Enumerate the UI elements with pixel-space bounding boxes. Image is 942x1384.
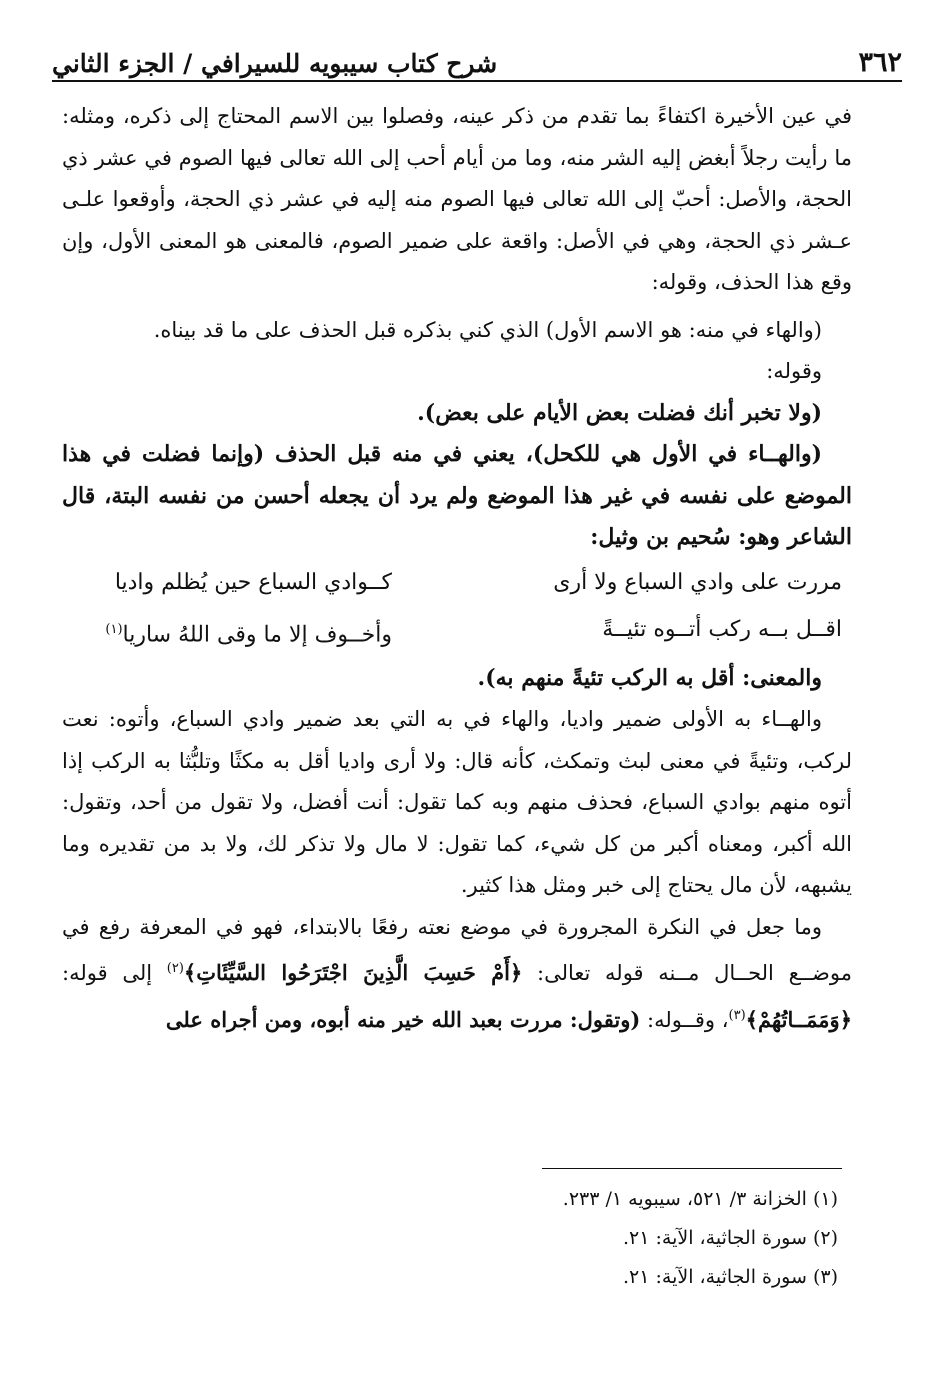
footnote: (١) الخزانة ٣/ ٥٢١، سيبويه ١/ ٢٣٣. xyxy=(562,1188,838,1210)
bold-quote: (وتقول: مررت بعبد الله خير منه أبوه، ومن أجراه على xyxy=(165,1006,641,1032)
paragraph: (ولا تخبر أنك فضلت بعض الأيام على بعض). xyxy=(417,399,822,426)
page-number: ٣٦٢ xyxy=(858,47,902,78)
footnote-ref: (١) xyxy=(105,621,123,637)
verse-hemistich: كــوادي السباع حين يُظلم واديا xyxy=(114,569,392,595)
footnotes xyxy=(200,1180,838,1297)
paragraph: والمعنى: أقل به الركب تئيةً منهم به). xyxy=(477,664,822,691)
verse-line xyxy=(62,559,852,606)
quran-quote: ﴿أَمْ حَسِبَ الَّذِينَ اجْتَرَحُوا السَّيِّئَاتِ﴾ xyxy=(183,960,523,986)
footnote-ref: (٢) xyxy=(166,961,184,977)
running-header xyxy=(52,28,902,78)
verse-hemistich: اقــل بــه ركب أتــوه تئيــةً xyxy=(602,616,842,642)
text-run: إلى قوله: xyxy=(62,961,167,986)
quran-quote: ﴿وَمَمَــاتُهُمْ﴾ xyxy=(745,1006,852,1032)
paragraph: في عين الأخيرة اكتفاءً بما تقدم من ذكر عينه، وفصلوا بين الاسم المحتاج إلى ذكره، ومثله: ما رأيت رجلاً أبغض إليه الشر منه، وما من أيام أحب إلى الله تعالى فيها الصوم في عشر ذي الحجة، والأصل: أحبّ إلى الله تعالى فيها الصوم منه إليه في عشر ذي الحجة، وأوقعوا علـى عـشر ذي الحجة، وهي في الأصل: واقعة على ضمير الصوم، فالمعنى هو المعنى الأول، وإن وقع هذا الحذف، وقوله: xyxy=(62,104,852,294)
text-run: وما جعل في النكرة المجرورة في موضع نعته رفعًا بالابتداء، فهو في المعرفة رفع في موضــع الحــال مــنه قوله تعالى: xyxy=(62,914,852,986)
paragraph: (والهاء في منه: هو الاسم الأول) الذي كني بذكره قبل الحذف على ما قد بيناه. xyxy=(153,317,822,342)
running-title: شرح كتاب سيبويه للسيرافي / الجزء الثاني xyxy=(52,49,498,78)
footnote: (٣) سورة الجاثية، الآية: ٢١. xyxy=(623,1266,838,1288)
verse-hemistich: مررت على وادي السباع ولا أرى xyxy=(553,569,842,595)
paragraph xyxy=(62,907,852,1042)
verse-text: وأخــوف إلا ما وقى اللهُ ساريا xyxy=(122,621,392,647)
paragraph: والهــاء به الأولى ضمير واديا، والهاء في به التي بعد ضمير وادي السباع، وأتوه: نعت لركب، وتئيةً في معنى لبث وتمكث، كأنه قال: ولا أرى واديا أقل به مكثًا وتلبُّثا به الركب إذا أتوه منهم بوادي السباع، فحذف منهم وبه كما تقول: أنت أفضل، ولا تقول من أحد، وتقول: الله أكبر، ومعناه أكبر من كل شيء، كما تقول: لا مال ولا تذكر لك، ولا بد من تقديره وما يشبهه، لأن مال يحتاج إلى خبر ومثل هذا كثير. xyxy=(62,707,852,898)
footnote-ref: (٣) xyxy=(728,1007,746,1023)
footnote-rule xyxy=(542,1168,842,1169)
verse-line xyxy=(62,606,852,658)
main-text xyxy=(62,96,852,1041)
verse-hemistich xyxy=(62,606,392,658)
text-run: ، وقــوله: xyxy=(640,1007,729,1032)
paragraph: وقوله: xyxy=(766,359,822,383)
footnote: (٢) سورة الجاثية، الآية: ٢١. xyxy=(623,1227,838,1249)
header-rule xyxy=(52,80,902,82)
paragraph: (والهــاء في الأول هي للكحل)، يعني في منه قبل الحذف (وإنما فضلت في هذا الموضع على نفسه في غير هذا الموضع ولم يرد أن يجعله أحسن من نفسه البتة، قال الشاعر وهو: سُحيم بن وثيل: xyxy=(62,441,852,550)
